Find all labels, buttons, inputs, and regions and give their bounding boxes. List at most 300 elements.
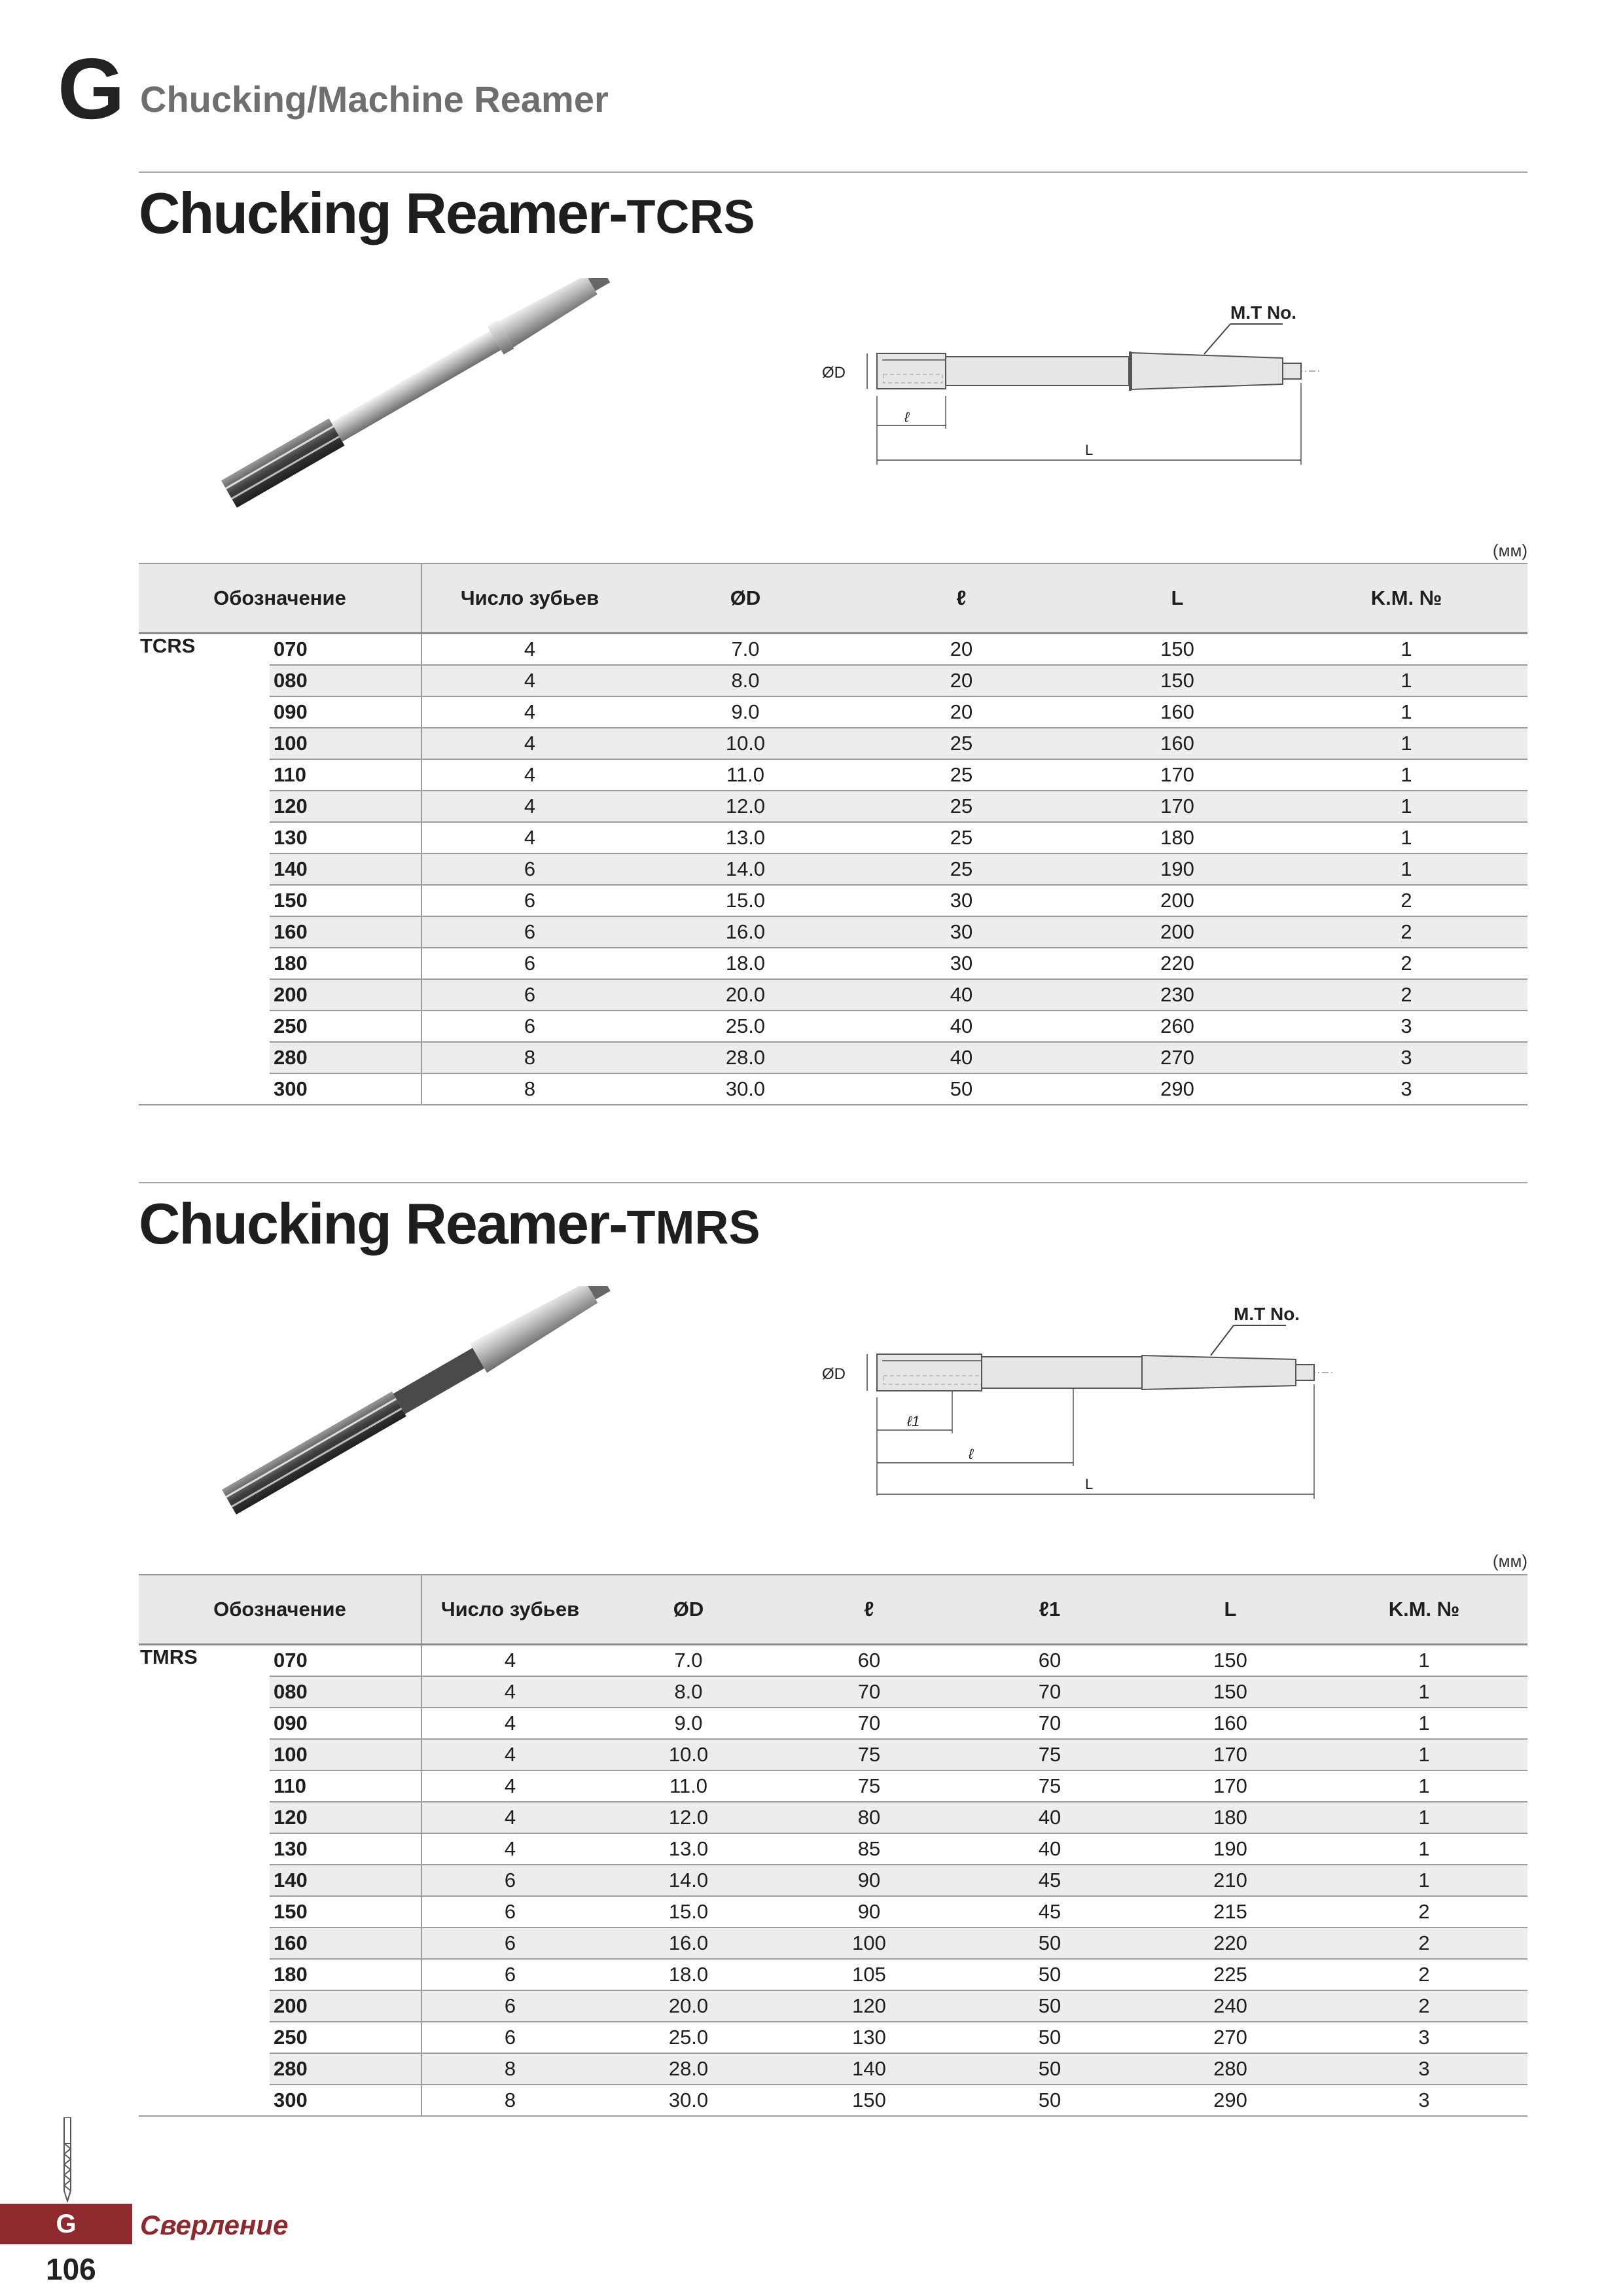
value-cell: 2 [1285, 979, 1527, 1011]
value-cell: 6 [421, 1990, 598, 2022]
value-cell: 140 [779, 2053, 959, 2085]
col-flute-length: ℓ [779, 1575, 959, 1645]
value-cell: 4 [421, 759, 637, 791]
section-letter: G [58, 41, 125, 137]
value-cell: 8 [421, 1042, 637, 1073]
spec-table-tmrs [139, 1574, 1527, 2117]
value-cell: 225 [1140, 1959, 1321, 1990]
table-row [139, 1011, 1527, 1042]
value-cell: 4 [421, 665, 637, 696]
value-cell: 2 [1285, 948, 1527, 979]
dia-label: ØD [822, 364, 846, 382]
value-cell: 170 [1140, 1770, 1321, 1802]
value-cell: 1 [1285, 665, 1527, 696]
value-cell: 60 [959, 1645, 1140, 1677]
value-cell: 15.0 [637, 885, 853, 916]
table-row [139, 1770, 1527, 1802]
col-designation: Обозначение [139, 1575, 421, 1645]
value-cell: 240 [1140, 1990, 1321, 2022]
value-cell: 30.0 [598, 2085, 779, 2116]
table-row [139, 791, 1527, 822]
value-cell: 6 [421, 1011, 637, 1042]
series-cell [139, 759, 270, 791]
value-cell: 8.0 [637, 665, 853, 696]
value-cell: 130 [779, 2022, 959, 2053]
value-cell: 40 [853, 1042, 1069, 1073]
table-header [139, 564, 1527, 634]
table-row [139, 979, 1527, 1011]
series-cell [139, 1676, 270, 1708]
value-cell: 1 [1285, 728, 1527, 759]
value-cell: 170 [1140, 1739, 1321, 1770]
value-cell: 90 [779, 1896, 959, 1928]
value-cell: 210 [1140, 1865, 1321, 1896]
reamer-photo-tcrs [209, 278, 641, 527]
value-cell: 3 [1285, 1011, 1527, 1042]
size-cell: 150 [270, 1896, 421, 1928]
value-cell: 1 [1285, 634, 1527, 666]
value-cell: 20.0 [598, 1990, 779, 2022]
series-cell [139, 1896, 270, 1928]
col-mt-no: K.M. № [1321, 1575, 1527, 1645]
value-cell: 4 [421, 728, 637, 759]
value-cell: 50 [959, 1990, 1140, 2022]
unit-label: (мм) [1492, 541, 1527, 560]
value-cell: 7.0 [598, 1645, 779, 1677]
value-cell: 70 [779, 1708, 959, 1739]
table-row [139, 1739, 1527, 1770]
value-cell: 13.0 [598, 1833, 779, 1865]
table-row [139, 1865, 1527, 1896]
series-cell: TCRS [139, 634, 270, 666]
value-cell: 30 [853, 948, 1069, 979]
value-cell: 40 [959, 1833, 1140, 1865]
size-cell: 090 [270, 696, 421, 728]
series-cell [139, 791, 270, 822]
col-length: L [1140, 1575, 1321, 1645]
table-row [139, 1802, 1527, 1833]
table-row [139, 2085, 1527, 2116]
value-cell: 2 [1321, 1990, 1527, 2022]
series-cell [139, 822, 270, 853]
value-cell: 290 [1140, 2085, 1321, 2116]
size-cell: 110 [270, 759, 421, 791]
value-cell: 13.0 [637, 822, 853, 853]
col-diameter: ØD [598, 1575, 779, 1645]
product-code: TCRS [626, 191, 755, 243]
value-cell: 50 [959, 2053, 1140, 2085]
series-cell [139, 1928, 270, 1959]
value-cell: 6 [421, 1865, 598, 1896]
series-cell [139, 2022, 270, 2053]
value-cell: 75 [959, 1770, 1140, 1802]
series-cell [139, 2053, 270, 2085]
table-row [139, 1708, 1527, 1739]
value-cell: 6 [421, 885, 637, 916]
value-cell: 100 [779, 1928, 959, 1959]
value-cell: 40 [959, 1802, 1140, 1833]
l-label: ℓ [904, 409, 910, 425]
series-cell [139, 1770, 270, 1802]
value-cell: 270 [1069, 1042, 1285, 1073]
value-cell: 105 [779, 1959, 959, 1990]
value-cell: 30.0 [637, 1073, 853, 1105]
value-cell: 7.0 [637, 634, 853, 666]
mt-label: M.T No. [1234, 1304, 1300, 1324]
value-cell: 150 [1140, 1645, 1321, 1677]
value-cell: 4 [421, 791, 637, 822]
size-cell: 300 [270, 1073, 421, 1105]
table-row [139, 2053, 1527, 2085]
value-cell: 150 [1069, 665, 1285, 696]
value-cell: 75 [959, 1739, 1140, 1770]
value-cell: 220 [1140, 1928, 1321, 1959]
value-cell: 8 [421, 2053, 598, 2085]
value-cell: 150 [1069, 634, 1285, 666]
size-cell: 120 [270, 791, 421, 822]
series-cell [139, 853, 270, 885]
value-cell: 10.0 [598, 1739, 779, 1770]
value-cell: 190 [1140, 1833, 1321, 1865]
value-cell: 30 [853, 885, 1069, 916]
value-cell: 9.0 [598, 1708, 779, 1739]
value-cell: 28.0 [598, 2053, 779, 2085]
value-cell: 1 [1321, 1708, 1527, 1739]
table-row [139, 634, 1527, 666]
value-cell: 18.0 [598, 1959, 779, 1990]
reamer-drawing-tcrs [812, 298, 1335, 475]
value-cell: 6 [421, 916, 637, 948]
value-cell: 6 [421, 1896, 598, 1928]
value-cell: 6 [421, 2022, 598, 2053]
value-cell: 1 [1321, 1833, 1527, 1865]
table-row [139, 1645, 1527, 1677]
table-row [139, 2022, 1527, 2053]
table-row [139, 696, 1527, 728]
size-cell: 080 [270, 665, 421, 696]
footer-section-title: Сверление [140, 2210, 289, 2240]
value-cell: 2 [1321, 1928, 1527, 1959]
table-row [139, 665, 1527, 696]
col-mt-no: K.M. № [1285, 564, 1527, 634]
value-cell: 150 [779, 2085, 959, 2116]
value-cell: 90 [779, 1865, 959, 1896]
value-cell: 180 [1140, 1802, 1321, 1833]
value-cell: 6 [421, 1928, 598, 1959]
value-cell: 1 [1285, 853, 1527, 885]
value-cell: 1 [1285, 822, 1527, 853]
series-cell [139, 665, 270, 696]
value-cell: 40 [853, 979, 1069, 1011]
product-title-tcrs [139, 181, 755, 245]
size-cell: 100 [270, 1739, 421, 1770]
size-cell: 200 [270, 1990, 421, 2022]
l-label: ℓ [969, 1446, 974, 1462]
table-row [139, 1959, 1527, 1990]
value-cell: 18.0 [637, 948, 853, 979]
value-cell: 8.0 [598, 1676, 779, 1708]
size-cell: 130 [270, 822, 421, 853]
value-cell: 4 [421, 1645, 598, 1677]
value-cell: 70 [959, 1708, 1140, 1739]
l1-label: ℓ1 [907, 1413, 920, 1429]
value-cell: 280 [1140, 2053, 1321, 2085]
value-cell: 25 [853, 759, 1069, 791]
table-row [139, 948, 1527, 979]
table-header [139, 1575, 1527, 1645]
value-cell: 9.0 [637, 696, 853, 728]
size-cell: 250 [270, 2022, 421, 2053]
table-row [139, 1042, 1527, 1073]
product-name: Chucking Reamer- [139, 181, 627, 245]
table-row [139, 1896, 1527, 1928]
value-cell: 25 [853, 791, 1069, 822]
series-cell [139, 979, 270, 1011]
series-cell [139, 916, 270, 948]
table-row [139, 1676, 1527, 1708]
table-row [139, 728, 1527, 759]
series-cell [139, 2085, 270, 2116]
size-cell: 130 [270, 1833, 421, 1865]
series-cell [139, 1990, 270, 2022]
value-cell: 160 [1140, 1708, 1321, 1739]
value-cell: 40 [853, 1011, 1069, 1042]
value-cell: 1 [1321, 1865, 1527, 1896]
table-row [139, 885, 1527, 916]
table-row [139, 1073, 1527, 1105]
value-cell: 70 [959, 1676, 1140, 1708]
value-cell: 1 [1321, 1802, 1527, 1833]
col-flute-length: ℓ [853, 564, 1069, 634]
value-cell: 170 [1069, 791, 1285, 822]
series-cell [139, 885, 270, 916]
col-flute-length-1: ℓ1 [959, 1575, 1140, 1645]
value-cell: 50 [853, 1073, 1069, 1105]
size-cell: 140 [270, 1865, 421, 1896]
size-cell: 180 [270, 1959, 421, 1990]
value-cell: 2 [1321, 1896, 1527, 1928]
value-cell: 50 [959, 1959, 1140, 1990]
series-cell: TMRS [139, 1645, 270, 1677]
value-cell: 20 [853, 634, 1069, 666]
mt-label: M.T No. [1230, 302, 1297, 323]
size-cell: 100 [270, 728, 421, 759]
value-cell: 160 [1069, 728, 1285, 759]
value-cell: 8 [421, 1073, 637, 1105]
value-cell: 50 [959, 1928, 1140, 1959]
value-cell: 170 [1069, 759, 1285, 791]
series-cell [139, 1708, 270, 1739]
value-cell: 4 [421, 634, 637, 666]
value-cell: 1 [1285, 696, 1527, 728]
value-cell: 15.0 [598, 1896, 779, 1928]
value-cell: 1 [1321, 1676, 1527, 1708]
product-title-tmrs [139, 1191, 760, 1256]
size-cell: 250 [270, 1011, 421, 1042]
value-cell: 50 [959, 2022, 1140, 2053]
size-cell: 300 [270, 2085, 421, 2116]
table-row [139, 916, 1527, 948]
size-cell: 280 [270, 2053, 421, 2085]
size-cell: 140 [270, 853, 421, 885]
value-cell: 215 [1140, 1896, 1321, 1928]
table-row [139, 759, 1527, 791]
value-cell: 20 [853, 665, 1069, 696]
value-cell: 290 [1069, 1073, 1285, 1105]
value-cell: 25 [853, 853, 1069, 885]
value-cell: 75 [779, 1770, 959, 1802]
value-cell: 70 [779, 1676, 959, 1708]
size-cell: 200 [270, 979, 421, 1011]
table-row [139, 1990, 1527, 2022]
table-row [139, 1833, 1527, 1865]
value-cell: 25 [853, 822, 1069, 853]
product-code: TMRS [626, 1202, 760, 1254]
value-cell: 4 [421, 1770, 598, 1802]
value-cell: 45 [959, 1896, 1140, 1928]
size-cell: 070 [270, 634, 421, 666]
series-cell [139, 1042, 270, 1073]
reamer-photo-tmrs [209, 1286, 641, 1535]
table-row [139, 853, 1527, 885]
value-cell: 1 [1285, 791, 1527, 822]
value-cell: 14.0 [637, 853, 853, 885]
value-cell: 2 [1321, 1959, 1527, 1990]
size-cell: 150 [270, 885, 421, 916]
value-cell: 11.0 [598, 1770, 779, 1802]
series-cell [139, 696, 270, 728]
size-cell: 160 [270, 916, 421, 948]
value-cell: 4 [421, 822, 637, 853]
value-cell: 3 [1321, 2022, 1527, 2053]
value-cell: 85 [779, 1833, 959, 1865]
value-cell: 16.0 [637, 916, 853, 948]
value-cell: 1 [1285, 759, 1527, 791]
value-cell: 230 [1069, 979, 1285, 1011]
value-cell: 3 [1321, 2053, 1527, 2085]
size-cell: 080 [270, 1676, 421, 1708]
series-cell [139, 728, 270, 759]
value-cell: 220 [1069, 948, 1285, 979]
value-cell: 20.0 [637, 979, 853, 1011]
value-cell: 1 [1321, 1770, 1527, 1802]
value-cell: 6 [421, 948, 637, 979]
series-cell [139, 1739, 270, 1770]
value-cell: 4 [421, 1833, 598, 1865]
header-divider [139, 171, 1527, 173]
value-cell: 4 [421, 1708, 598, 1739]
product-name: Chucking Reamer- [139, 1191, 627, 1256]
value-cell: 6 [421, 853, 637, 885]
value-cell: 28.0 [637, 1042, 853, 1073]
size-cell: 070 [270, 1645, 421, 1677]
value-cell: 20 [853, 696, 1069, 728]
value-cell: 2 [1285, 885, 1527, 916]
size-cell: 180 [270, 948, 421, 979]
value-cell: 200 [1069, 885, 1285, 916]
series-cell [139, 1865, 270, 1896]
value-cell: 60 [779, 1645, 959, 1677]
value-cell: 6 [421, 979, 637, 1011]
page-number: 106 [46, 2252, 96, 2286]
footer-section-letter: G [56, 2210, 77, 2238]
series-cell [139, 1011, 270, 1042]
value-cell: 50 [959, 2085, 1140, 2116]
value-cell: 80 [779, 1802, 959, 1833]
size-cell: 280 [270, 1042, 421, 1073]
value-cell: 1 [1321, 1739, 1527, 1770]
value-cell: 11.0 [637, 759, 853, 791]
value-cell: 160 [1069, 696, 1285, 728]
dia-label: ØD [822, 1365, 846, 1383]
value-cell: 1 [1321, 1645, 1527, 1677]
value-cell: 4 [421, 1676, 598, 1708]
value-cell: 12.0 [637, 791, 853, 822]
col-teeth: Число зубьев [421, 564, 637, 634]
series-cell [139, 1833, 270, 1865]
value-cell: 3 [1321, 2085, 1527, 2116]
value-cell: 180 [1069, 822, 1285, 853]
series-cell [139, 1802, 270, 1833]
L-label: L [1085, 1476, 1094, 1492]
value-cell: 270 [1140, 2022, 1321, 2053]
col-teeth: Число зубьев [421, 1575, 598, 1645]
L-label: L [1085, 442, 1094, 458]
value-cell: 3 [1285, 1042, 1527, 1073]
drill-icon [60, 2117, 75, 2202]
value-cell: 25 [853, 728, 1069, 759]
value-cell: 260 [1069, 1011, 1285, 1042]
value-cell: 150 [1140, 1676, 1321, 1708]
col-diameter: ØD [637, 564, 853, 634]
section-divider [139, 1182, 1527, 1183]
reamer-drawing-tmrs [812, 1299, 1348, 1509]
table-row [139, 1928, 1527, 1959]
value-cell: 25.0 [637, 1011, 853, 1042]
value-cell: 10.0 [637, 728, 853, 759]
value-cell: 4 [421, 1802, 598, 1833]
value-cell: 120 [779, 1990, 959, 2022]
series-cell [139, 948, 270, 979]
value-cell: 25.0 [598, 2022, 779, 2053]
size-cell: 090 [270, 1708, 421, 1739]
spec-table-tcrs [139, 563, 1527, 1105]
value-cell: 8 [421, 2085, 598, 2116]
value-cell: 3 [1285, 1073, 1527, 1105]
value-cell: 12.0 [598, 1802, 779, 1833]
size-cell: 120 [270, 1802, 421, 1833]
section-title: Chucking/Machine Reamer [140, 79, 609, 120]
series-cell [139, 1959, 270, 1990]
size-cell: 110 [270, 1770, 421, 1802]
value-cell: 2 [1285, 916, 1527, 948]
value-cell: 14.0 [598, 1865, 779, 1896]
value-cell: 4 [421, 696, 637, 728]
value-cell: 75 [779, 1739, 959, 1770]
value-cell: 6 [421, 1959, 598, 1990]
unit-label: (мм) [1492, 1551, 1527, 1571]
size-cell: 160 [270, 1928, 421, 1959]
series-cell [139, 1073, 270, 1105]
value-cell: 16.0 [598, 1928, 779, 1959]
value-cell: 4 [421, 1739, 598, 1770]
col-length: L [1069, 564, 1285, 634]
value-cell: 45 [959, 1865, 1140, 1896]
value-cell: 200 [1069, 916, 1285, 948]
col-designation: Обозначение [139, 564, 421, 634]
value-cell: 30 [853, 916, 1069, 948]
value-cell: 190 [1069, 853, 1285, 885]
